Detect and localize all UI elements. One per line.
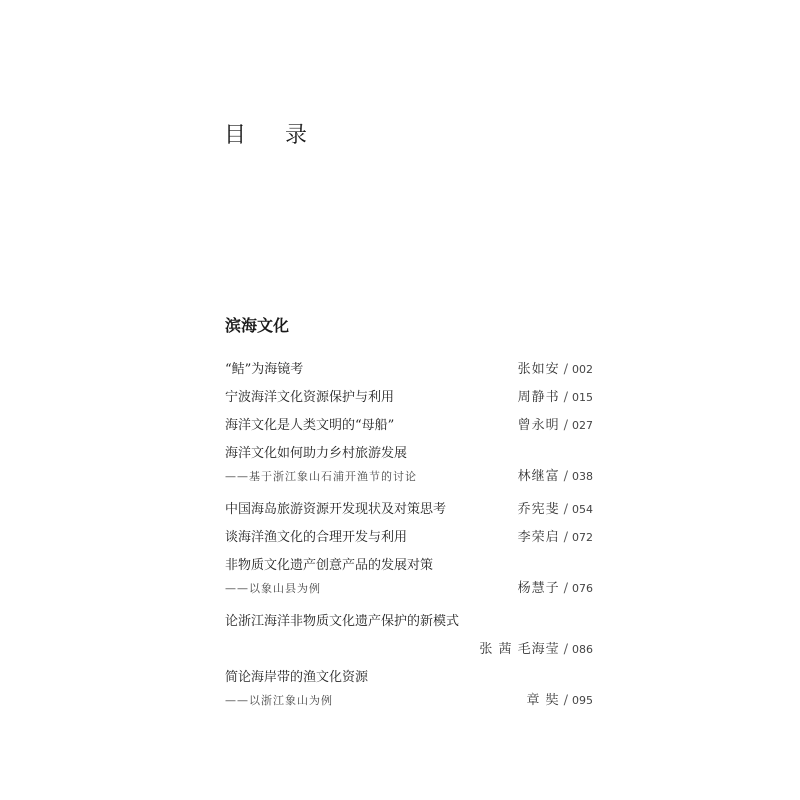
- entry-subtitle: ——以象山县为例: [225, 582, 321, 595]
- entry-title: 海洋文化是人类文明的“母船”: [225, 418, 395, 433]
- entry-separator: /: [563, 390, 568, 405]
- toc-entry[interactable]: [225, 498, 593, 526]
- entry-separator: /: [563, 502, 568, 517]
- entry-title: 简论海岸带的渔文化资源: [225, 670, 369, 685]
- entry-separator: /: [563, 581, 568, 596]
- entry-separator: /: [563, 362, 568, 377]
- toc-entry[interactable]: [225, 526, 593, 554]
- entry-subtitle: ——基于浙江象山石浦开渔节的讨论: [225, 470, 417, 483]
- toc-entry[interactable]: [225, 442, 593, 498]
- toc-heading: 目 录: [224, 123, 323, 148]
- entry-author: 章 奘: [526, 693, 560, 708]
- toc-entry[interactable]: [225, 554, 593, 610]
- entry-meta: [526, 689, 593, 712]
- entry-separator: /: [563, 693, 568, 708]
- entry-title: 海洋文化如何助力乡村旅游发展: [225, 446, 408, 461]
- toc-list: [225, 358, 593, 722]
- entry-meta: [518, 386, 593, 409]
- entry-author: 杨慧子: [517, 581, 560, 596]
- entry-meta: [518, 358, 593, 381]
- entry-author: 曾永明: [517, 418, 560, 433]
- section-title: 滨海文化: [225, 316, 290, 335]
- entry-title: 宁波海洋文化资源保护与利用: [225, 390, 395, 405]
- entry-page-number: 054: [572, 503, 593, 516]
- entry-separator: /: [563, 530, 568, 545]
- entry-page-number: 076: [572, 582, 593, 595]
- entry-meta: [518, 577, 593, 600]
- entry-title: “鲒”为海镜考: [225, 362, 304, 377]
- entry-page-number: 027: [572, 419, 593, 432]
- toc-entry[interactable]: [225, 414, 593, 442]
- entry-subtitle: ——以浙江象山为例: [225, 694, 333, 707]
- entry-author: 周静书: [517, 390, 560, 405]
- entry-author: 李荣启: [517, 530, 560, 545]
- entry-title: 谈海洋渔文化的合理开发与利用: [225, 530, 408, 545]
- entry-page-number: 086: [572, 643, 593, 656]
- entry-meta: [518, 498, 593, 521]
- entry-meta: [479, 638, 593, 661]
- toc-entry-authors: [225, 638, 593, 666]
- entry-meta: [518, 465, 593, 488]
- entry-separator: /: [563, 642, 568, 657]
- entry-page-number: 072: [572, 531, 593, 544]
- toc-entry[interactable]: [225, 386, 593, 414]
- entry-page-number: 038: [572, 470, 593, 483]
- entry-separator: /: [563, 469, 568, 484]
- entry-title: 中国海岛旅游资源开发现状及对策思考: [225, 502, 447, 517]
- entry-author: 张 茜 毛海莹: [479, 642, 560, 657]
- entry-title: 论浙江海洋非物质文化遗产保护的新模式: [225, 614, 460, 629]
- entry-separator: /: [563, 418, 568, 433]
- entry-meta: [518, 526, 593, 549]
- toc-entry[interactable]: [225, 666, 593, 722]
- entry-author: 张如安: [517, 362, 560, 377]
- entry-page-number: 015: [572, 391, 593, 404]
- entry-author: 乔宪斐: [517, 502, 560, 517]
- entry-page-number: 095: [572, 694, 593, 707]
- entry-title: 非物质文化遗产创意产品的发展对策: [225, 558, 434, 573]
- toc-entry[interactable]: [225, 610, 593, 638]
- entry-author: 林继富: [517, 469, 560, 484]
- toc-entry[interactable]: [225, 358, 593, 386]
- entry-meta: [518, 414, 593, 437]
- entry-page-number: 002: [572, 363, 593, 376]
